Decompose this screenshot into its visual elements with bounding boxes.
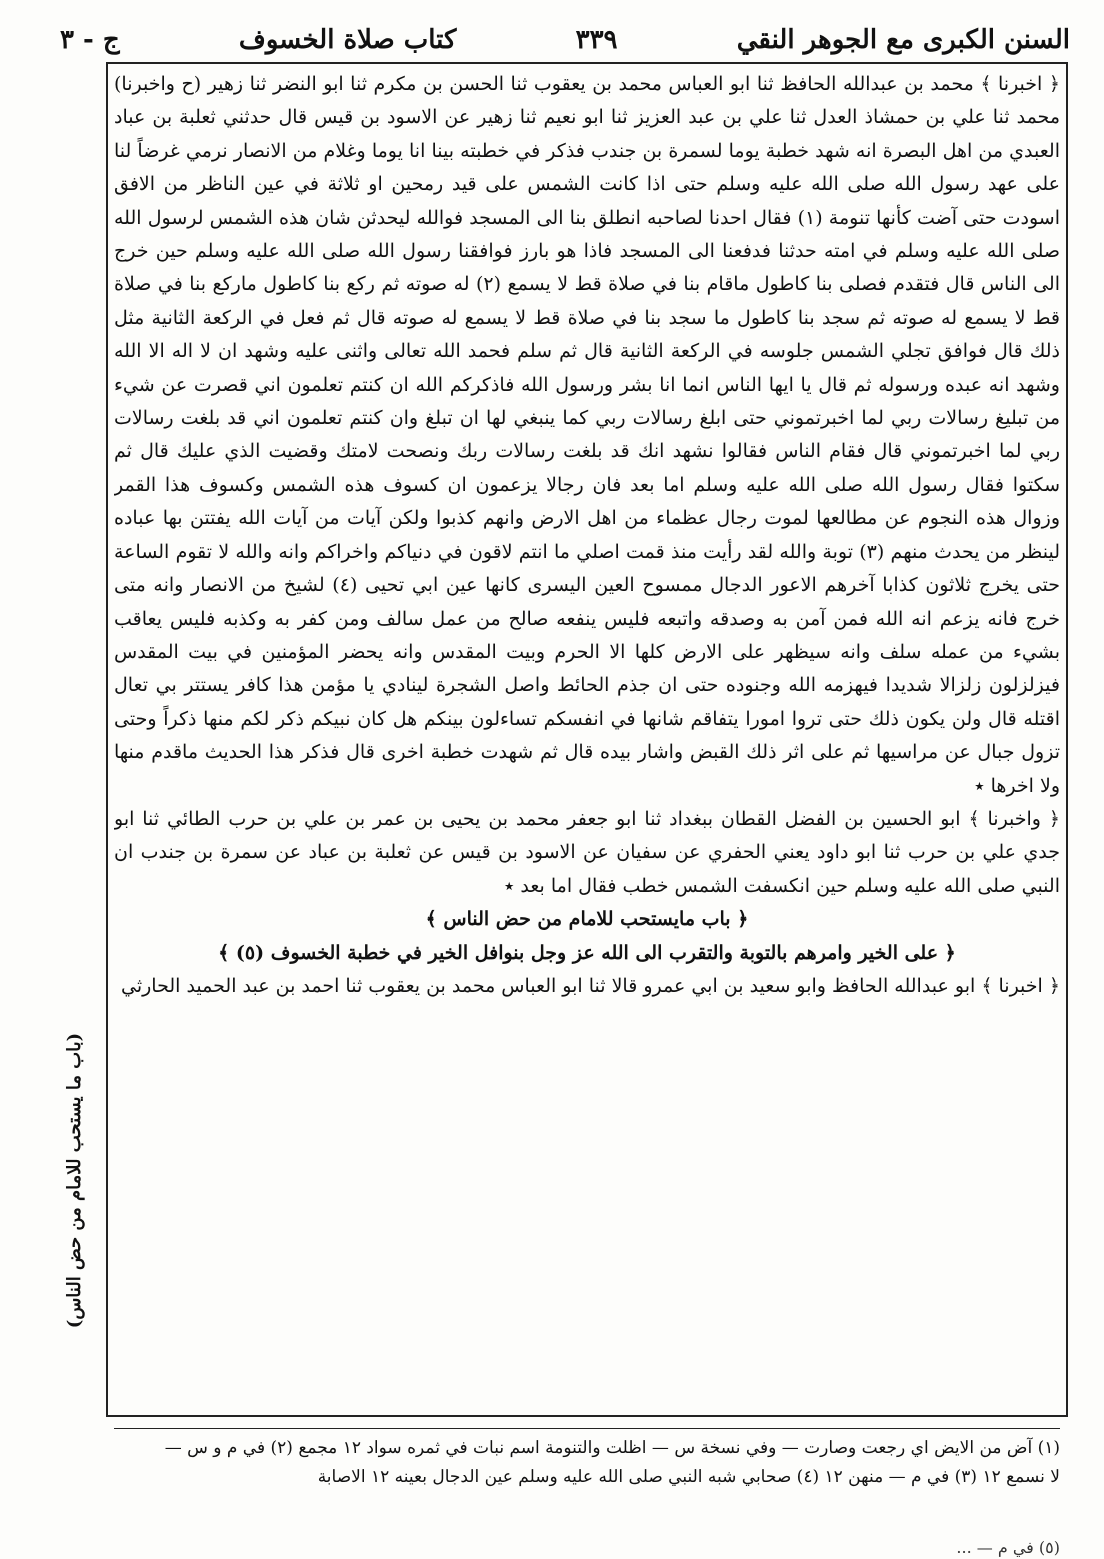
margin-note [50,990,100,1370]
volume-label: ج - ٣ [60,25,120,55]
page-header [60,18,1070,62]
footnote-line: لا نسمع ١٢ (٣) في م — منهن ١٢ (٤) صحابي شبه النبي صلى الله عليه وسلم عين الدجال بعينه ١٢ الاصابة [317,1467,1060,1487]
chapter-title: كتاب صلاة الخسوف [238,25,457,55]
hadith-paragraph-2: ﴿ واخبرنا ﴾ ابو الحسين بن الفضل القطان ببغداد ثنا ابو جعفر محمد بن يحيى بن عمر بن علي بن حرب الطائي ثنا ابو جدي علي بن حرب ثنا ابو داود يعني الحفري عن سفيان عن الاسود بن قيس عن ثعلبة بن عباد عن سمرة بن جندب ان النبي صلى الله عليه وسلم حين انكسفت الشمس خطب فقال اما بعد ٭ [114,807,1060,897]
section-subheading: ﴿ على الخير وامرهم بالتوبة والتقرب الى الله عز وجل بنوافل الخير في خطبة الخسوف (٥) ﴾ [218,941,956,964]
footnotes [114,1434,1060,1534]
footnote-line: (١) آض من الايض اي رجعت وصارت — وفي نسخة س — اظلت والتنومة اسم نبات في ثمره سواد ١٢ مجمع (٢) في م و س — [164,1438,1060,1458]
bottom-cut-text: (٥) في م — ... [956,1538,1060,1557]
main-text [114,68,1060,1413]
hadith-paragraph-3: ﴿ اخبرنا ﴾ ابو عبدالله الحافظ وابو سعيد بن ابي عمرو قالا ثنا ابو العباس محمد بن يعقوب ثنا احمد بن عبد الحميد الحارثي [121,974,1060,997]
hadith-paragraph-1: ﴿ اخبرنا ﴾ محمد بن عبدالله الحافظ ثنا ابو العباس محمد بن يعقوب ثنا الحسن بن مكرم ثنا ابو النضر ثنا زهير (ح واخبرنا) محمد ثنا علي بن حمشاذ العدل ثنا علي بن عبد العزيز ثنا ابو نعيم ثنا زهير عن الاسود بن قيس قال حدثني ثعلبة بن عباد العبدي من اهل البصرة انه شهد خطبة يوما لسمرة بن جندب فذكر في خطبته بينا انا يوما وغلام من الانصار نرمي غرضاً لنا على عهد رسول الله صلى الله عليه وسلم حتى اذا كانت الشمس على قيد رمحين او ثلاثة في عين الناظر من الافق اسودت حتى آضت كأنها تنومة (١) فقال احدنا لصاحبه انطلق بنا الى المسجد فوالله ليحدثن شان هذه الشمس لرسول الله صلى الله عليه وسلم في امته حدثنا فدفعنا الى المسجد فاذا هو بارز فوافقنا رسول الله صلى الله عليه وسلم حين خرج الى الناس قال فتقدم فصلى بنا كاطول ماقام بنا في صلاة قط لا يسمع (٢) له صوته ثم ركع بنا كاطول ماركع بنا في صلاة قط لا يسمع له صوته ثم سجد بنا كاطول ما سجد بنا في صلاة قط لا يسمع له صوته قال ثم فعل في الركعة الثانية مثل ذلك قال فوافق تجلي الشمس جلوسه في الركعة الثانية قال ثم سلم فحمد الله تعالى واثنى عليه وشهد ان لا اله الا الله وشهد انه عبده ورسوله ثم قال يا ايها الناس انما انا بشر ورسول الله فاذكركم الله ان كنتم تعلمون اني قصرت عن شيء من تبليغ رسالات ربي لما اخبرتموني حتى ابلغ رسالات ربي كما ينبغي لها ان تبلغ وان كنتم تعلمون اني قد بلغت رسالات ربي لما اخبرتموني قال فقام الناس فقالوا نشهد انك قد بلغت رسالات ربك ونصحت لامتك وقضيت الذي عليك قال ثم سكتوا فقال رسول الله صلى الله عليه وسلم اما بعد فان رجالا يزعمون ان كسوف هذه الشمس وكسوف هذا القمر وزوال هذه النجوم عن مطالعها لموت رجال عظماء من اهل الارض وانهم كذبوا ولكن آيات من آيات الله يفتتن بها عباده لينظر من يحدث منهم (٣) توبة والله لقد رأيت منذ قمت اصلي ما انتم لاقون في دنياكم واخراكم وانه والله لا تقوم الساعة حتى يخرج ثلاثون كذابا آخرهم الاعور الدجال ممسوح العين اليسرى كانها عين ابي تحيى (٤) لشيخ من الانصار وانه متى خرج فانه يزعم انه الله فمن آمن به وصدقه واتبعه فليس ينفعه صالح من عمل سالف ومن كفر به وكذبه فليس يعاقب بشيء من عمله سلف وانه سيظهر على الارض كلها الا الحرم وبيت المقدس وانه يحضر المؤمنين في بيت المقدس فيزلزلون زلزالا شديدا فيهزمه الله وجنوده حتى ان جذم الحائط واصل الشجرة لينادي يا مؤمن هذا كافر يستتر بي تعال اقتله قال ولن يكون ذلك حتى تروا امورا يتفاقم شانها في انفسكم تساءلون بينكم هل كان نبيكم ذكر لكم منها ذكراً وحتى تزول جبال عن مراسيها ثم على اثر ذلك القبض واشار بيده قال ثم شهدت خطبة اخرى قال فذكر هذا الحديث ماقدم منها ولا اخرها ٭ [114,73,1060,797]
footnote-divider [114,1428,1060,1429]
margin-note-text: (باب ما يستحب للامام من حض الناس) [64,1032,86,1328]
page-number: ٣٣٩ [575,25,618,55]
section-heading: ﴿ باب مايستحب للامام من حض الناس ﴾ [425,908,749,931]
book-title: السنن الكبرى مع الجوهر النقي [736,25,1070,55]
